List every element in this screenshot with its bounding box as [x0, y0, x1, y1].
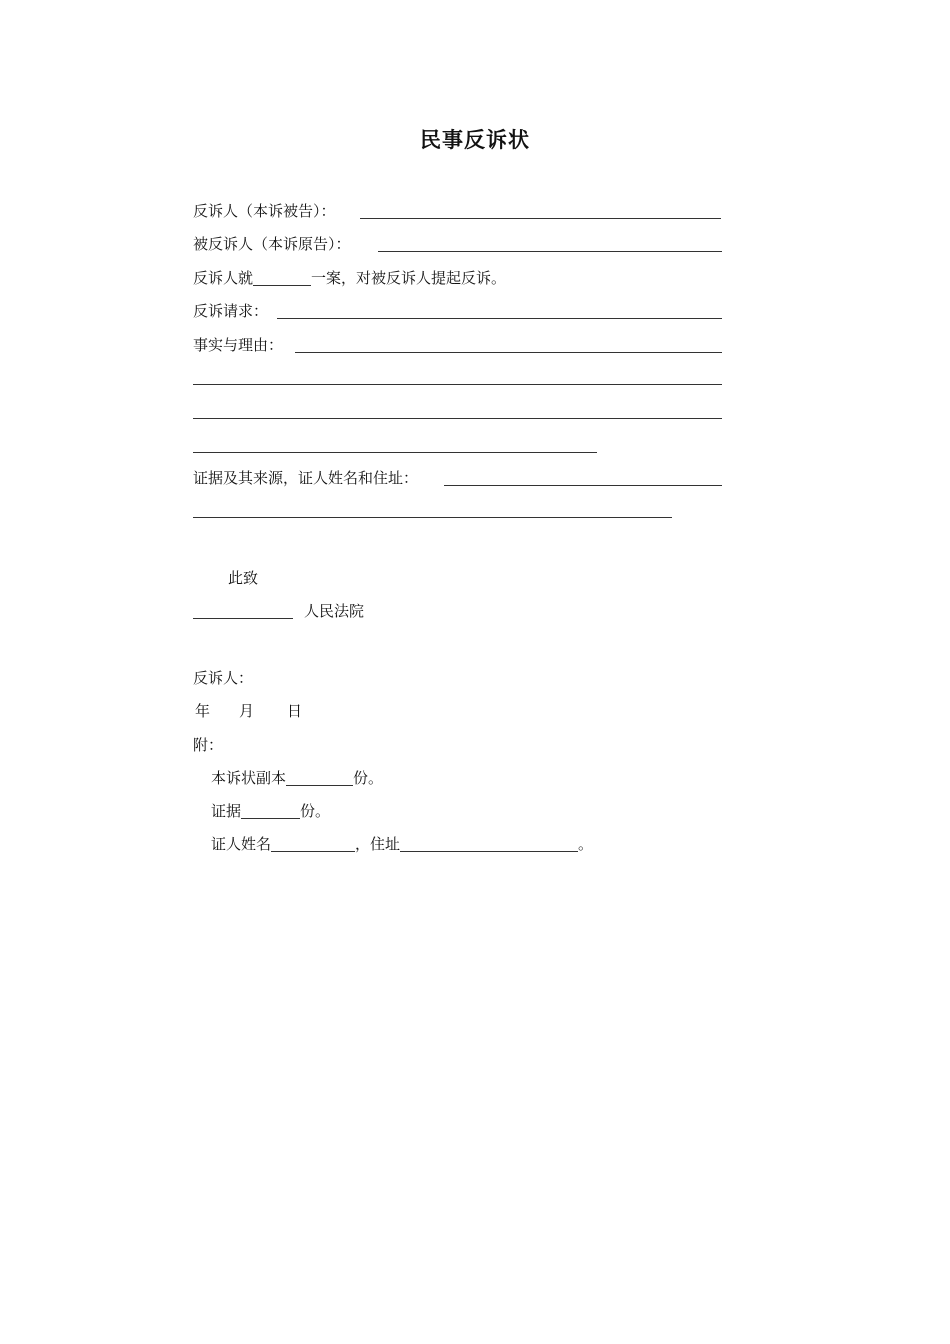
court-suffix: 人民法院 — [304, 602, 365, 620]
facts-continuation-line[interactable] — [193, 452, 597, 453]
counter-defendant-field[interactable] — [378, 251, 722, 252]
attachment-evidence-row — [211, 800, 330, 822]
claims-field[interactable] — [277, 318, 722, 319]
date-year: 年 — [195, 702, 211, 720]
signer-row — [193, 667, 253, 689]
date-month: 月 — [239, 702, 255, 720]
witness-name-field[interactable] — [271, 836, 355, 852]
attachment-evidence-suffix: 份。 — [300, 802, 331, 820]
case-intro-row — [193, 267, 506, 289]
evidence-row — [193, 467, 723, 489]
witness-address-field[interactable] — [400, 836, 578, 852]
court-name-field[interactable] — [193, 603, 293, 619]
case-name-field[interactable] — [253, 270, 311, 286]
facts-label: 事实与理由： — [193, 336, 284, 354]
case-intro-suffix: 一案，对被反诉人提起反诉。 — [311, 269, 507, 287]
counter-plaintiff-field[interactable] — [360, 218, 721, 219]
claims-label: 反诉请求： — [193, 302, 269, 320]
attachment-witness-row — [211, 833, 593, 855]
counter-plaintiff-row — [193, 200, 723, 222]
salutation-text: 此致 — [228, 569, 259, 587]
case-intro-prefix: 反诉人就 — [193, 269, 254, 287]
document-title: 民事反诉状 — [420, 128, 530, 152]
court-row — [193, 600, 364, 622]
counter-plaintiff-label: 反诉人（本诉被告）： — [193, 202, 336, 220]
claims-row — [193, 300, 723, 322]
evidence-label: 证据及其来源，证人姓名和住址： — [193, 469, 419, 487]
counter-defendant-row — [193, 233, 723, 255]
date-row — [193, 700, 393, 722]
evidence-field[interactable] — [444, 485, 722, 486]
attachment-evidence-prefix: 证据 — [211, 802, 242, 820]
facts-continuation-line[interactable] — [193, 418, 722, 419]
attachment-copy-suffix: 份。 — [353, 769, 384, 787]
attachment-evidence-count-field[interactable] — [241, 803, 300, 819]
evidence-continuation-line[interactable] — [193, 517, 672, 518]
attachments-label: 附： — [193, 736, 224, 754]
attachment-witness-prefix: 证人姓名 — [211, 835, 272, 853]
signer-label: 反诉人： — [193, 669, 254, 687]
attachment-copy-count-field[interactable] — [286, 770, 353, 786]
facts-field[interactable] — [295, 352, 722, 353]
salutation — [228, 567, 258, 589]
date-day: 日 — [287, 702, 303, 720]
facts-row — [193, 334, 723, 356]
attachment-witness-mid: ，住址 — [355, 835, 401, 853]
attachment-witness-suffix: 。 — [578, 835, 594, 853]
counter-defendant-label: 被反诉人（本诉原告）： — [193, 235, 351, 253]
attachment-copy-row — [211, 767, 383, 789]
facts-continuation-line[interactable] — [193, 384, 722, 385]
attachment-copy-prefix: 本诉状副本 — [211, 769, 287, 787]
attachments-row — [193, 734, 223, 756]
